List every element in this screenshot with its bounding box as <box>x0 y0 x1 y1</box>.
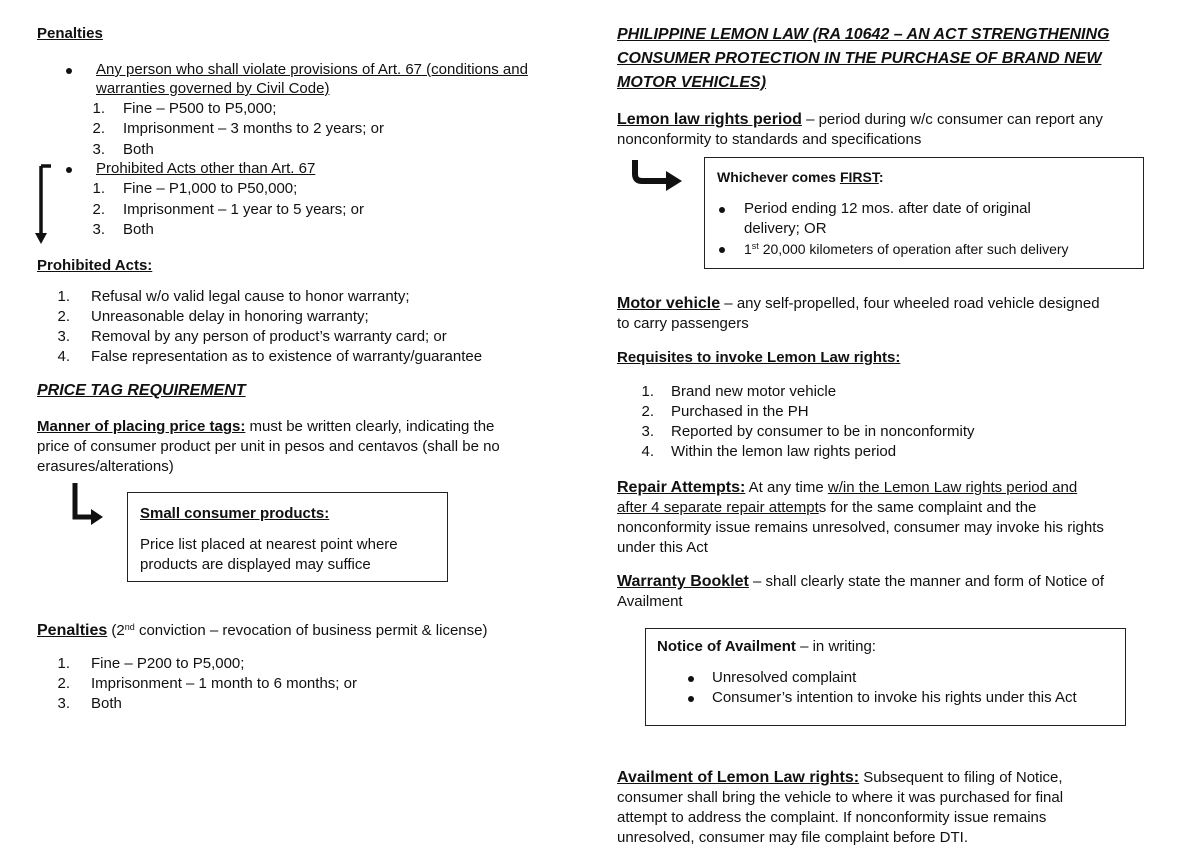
small-box-line2: products are displayed may suffice <box>140 556 371 573</box>
list-number: 1. <box>92 180 105 197</box>
list-item: Reported by consumer to be in nonconformity <box>671 423 975 440</box>
whichever-item2 <box>744 239 1069 259</box>
notice-item: Unresolved complaint <box>712 669 857 686</box>
availment-line3: attempt to address the complaint. If nonconformity issue remains <box>617 809 1047 826</box>
bracket-arrow-icon <box>33 163 55 247</box>
bullet <box>66 68 72 74</box>
list-number: 2. <box>92 201 105 218</box>
whichever-item2-rest: 20,000 kilometers of operation after such delivery <box>758 241 1069 257</box>
whichever-item1-line1: Period ending 12 mos. after date of original <box>744 200 1031 217</box>
rights-period-label: Lemon law rights period <box>617 111 802 128</box>
small-consumer-products-box <box>127 492 448 582</box>
list-item: Imprisonment – 1 month to 6 months; or <box>91 675 357 692</box>
warranty-text: – shall clearly state the manner and form of Notice of <box>748 573 1105 590</box>
notice-item: Consumer’s intention to invoke his rights under this Act <box>712 689 1077 706</box>
rights-period-line2: nonconformity to standards and specifications <box>617 131 922 148</box>
repair-pre: At any time <box>745 479 828 496</box>
list-number: 1. <box>57 655 70 672</box>
list-number: 3. <box>641 423 654 440</box>
whichever-title-pre: Whichever comes <box>717 169 840 185</box>
availment-line4: unresolved, consumer may file complaint before DTI. <box>617 829 968 846</box>
repair-underlined2: after 4 separate repair attempt <box>617 499 819 516</box>
list-item: Fine – P500 to P5,000; <box>123 100 277 117</box>
small-box-title: Small consumer products: <box>140 505 330 522</box>
list-item: Imprisonment – 3 months to 2 years; or <box>123 120 384 137</box>
bullet <box>688 696 694 702</box>
whichever-comes-first-box <box>704 157 1144 269</box>
corner-arrow-icon <box>71 483 105 529</box>
notice-title <box>657 637 876 657</box>
whichever-title-post: : <box>878 169 884 185</box>
list-number: 2. <box>57 308 70 325</box>
list-number: 3. <box>92 221 105 238</box>
list-number: 1. <box>641 383 654 400</box>
repair-line2 <box>617 498 1036 518</box>
list-item: Unreasonable delay in honoring warranty; <box>91 308 369 325</box>
list-item: Purchased in the PH <box>671 403 809 420</box>
bullet <box>719 207 725 213</box>
motor-vehicle-line2: to carry passengers <box>617 315 749 332</box>
warranty-label: Warranty Booklet <box>617 573 749 590</box>
motor-vehicle-label: Motor vehicle <box>617 295 721 312</box>
warranty-line1 <box>617 572 1104 592</box>
penalties-heading: Penalties <box>37 25 103 42</box>
notice-of-availment-box <box>645 628 1126 726</box>
list-item: Fine – P1,000 to P50,000; <box>123 180 298 197</box>
manner-paragraph-line2: price of consumer product per unit in pesos and centavos (shall be no <box>37 438 500 455</box>
repair-line4: under this Act <box>617 539 708 556</box>
repair-line3: nonconformity issue remains unresolved, consumer may invoke his rights <box>617 519 1104 536</box>
repair-line1 <box>617 478 1077 498</box>
manner-label: Manner of placing price tags: <box>37 418 246 435</box>
list-number: 1. <box>92 100 105 117</box>
availment-label: Availment of Lemon Law rights: <box>617 769 860 786</box>
list-number: 3. <box>92 141 105 158</box>
warranty-line2: Availment <box>617 593 683 610</box>
list-number: 2. <box>57 675 70 692</box>
penalties2-line <box>37 621 487 641</box>
whichever-title <box>717 167 884 187</box>
list-number: 2. <box>92 120 105 137</box>
list-item: Fine – P200 to P5,000; <box>91 655 245 672</box>
rights-period-text: – period during w/c consumer can report any <box>801 111 1103 128</box>
manner-paragraph-line3: erasures/alterations) <box>37 458 174 475</box>
rights-period-line1 <box>617 110 1103 130</box>
list-number: 3. <box>57 695 70 712</box>
whichever-item2-sup: st <box>751 241 759 251</box>
lemon-law-title-line3: MOTOR VEHICLES) <box>617 74 767 91</box>
notice-title-bold: Notice of Availment <box>657 638 796 655</box>
notice-title-post: – in writing: <box>795 638 876 655</box>
penalties2-pre: (2 <box>107 622 125 639</box>
list-item: False representation as to existence of warranty/guarantee <box>91 348 483 365</box>
bullet <box>688 676 694 682</box>
motor-vehicle-text: – any self-propelled, four wheeled road vehicle designed <box>720 295 1100 312</box>
lemon-law-title-line1: PHILIPPINE LEMON LAW (RA 10642 – AN ACT STRENGTHENING <box>617 26 1110 43</box>
list-number: 4. <box>57 348 70 365</box>
manner-text: must be written clearly, indicating the <box>245 418 495 435</box>
bullet <box>66 167 72 173</box>
curved-arrow-icon <box>630 158 686 192</box>
whichever-item1-line2: delivery; OR <box>744 220 827 237</box>
bullet <box>719 247 725 253</box>
list-item: Within the lemon law rights period <box>671 443 897 460</box>
list-item: Removal by any person of product’s warranty card; or <box>91 328 447 345</box>
group1-lead-line2: warranties governed by Civil Code) <box>96 80 330 97</box>
list-number: 3. <box>57 328 70 345</box>
motor-vehicle-line1 <box>617 294 1100 314</box>
requisites-heading: Requisites to invoke Lemon Law rights: <box>617 349 901 366</box>
small-box-line1: Price list placed at nearest point where <box>140 536 398 553</box>
group1-lead-line1: Any person who shall violate provisions of Art. 67 (conditions and <box>96 61 528 78</box>
list-number: 1. <box>57 288 70 305</box>
list-number: 2. <box>641 403 654 420</box>
repair-line2-post: s for the same complaint and the <box>818 499 1037 516</box>
list-item: Both <box>91 695 122 712</box>
list-number: 4. <box>641 443 654 460</box>
lemon-law-title-line2: CONSUMER PROTECTION IN THE PURCHASE OF BRAND NEW <box>617 50 1102 67</box>
manner-paragraph-line1 <box>37 417 494 437</box>
penalties2-label: Penalties <box>37 622 108 639</box>
repair-underlined1: w/in the Lemon Law rights period and <box>827 479 1078 496</box>
list-item: Brand new motor vehicle <box>671 383 837 400</box>
penalties2-sup: nd <box>124 622 135 632</box>
list-item: Refusal w/o valid legal cause to honor warranty; <box>91 288 410 305</box>
availment-text: Subsequent to filing of Notice, <box>859 769 1063 786</box>
penalties2-post: conviction – revocation of business permit & license) <box>134 622 488 639</box>
whichever-title-first: FIRST <box>839 169 879 185</box>
price-tag-heading: PRICE TAG REQUIREMENT <box>37 382 246 399</box>
group2-lead: Prohibited Acts other than Art. 67 <box>96 160 316 177</box>
repair-label: Repair Attempts: <box>617 479 746 496</box>
prohibited-acts-heading: Prohibited Acts: <box>37 257 153 274</box>
availment-line2: consumer shall bring the vehicle to where it was purchased for final <box>617 789 1064 806</box>
list-item: Imprisonment – 1 year to 5 years; or <box>123 201 364 218</box>
availment-line1 <box>617 768 1063 788</box>
whichever-item2-num: 1 <box>744 241 752 257</box>
list-item: Both <box>123 141 154 158</box>
list-item: Both <box>123 221 154 238</box>
